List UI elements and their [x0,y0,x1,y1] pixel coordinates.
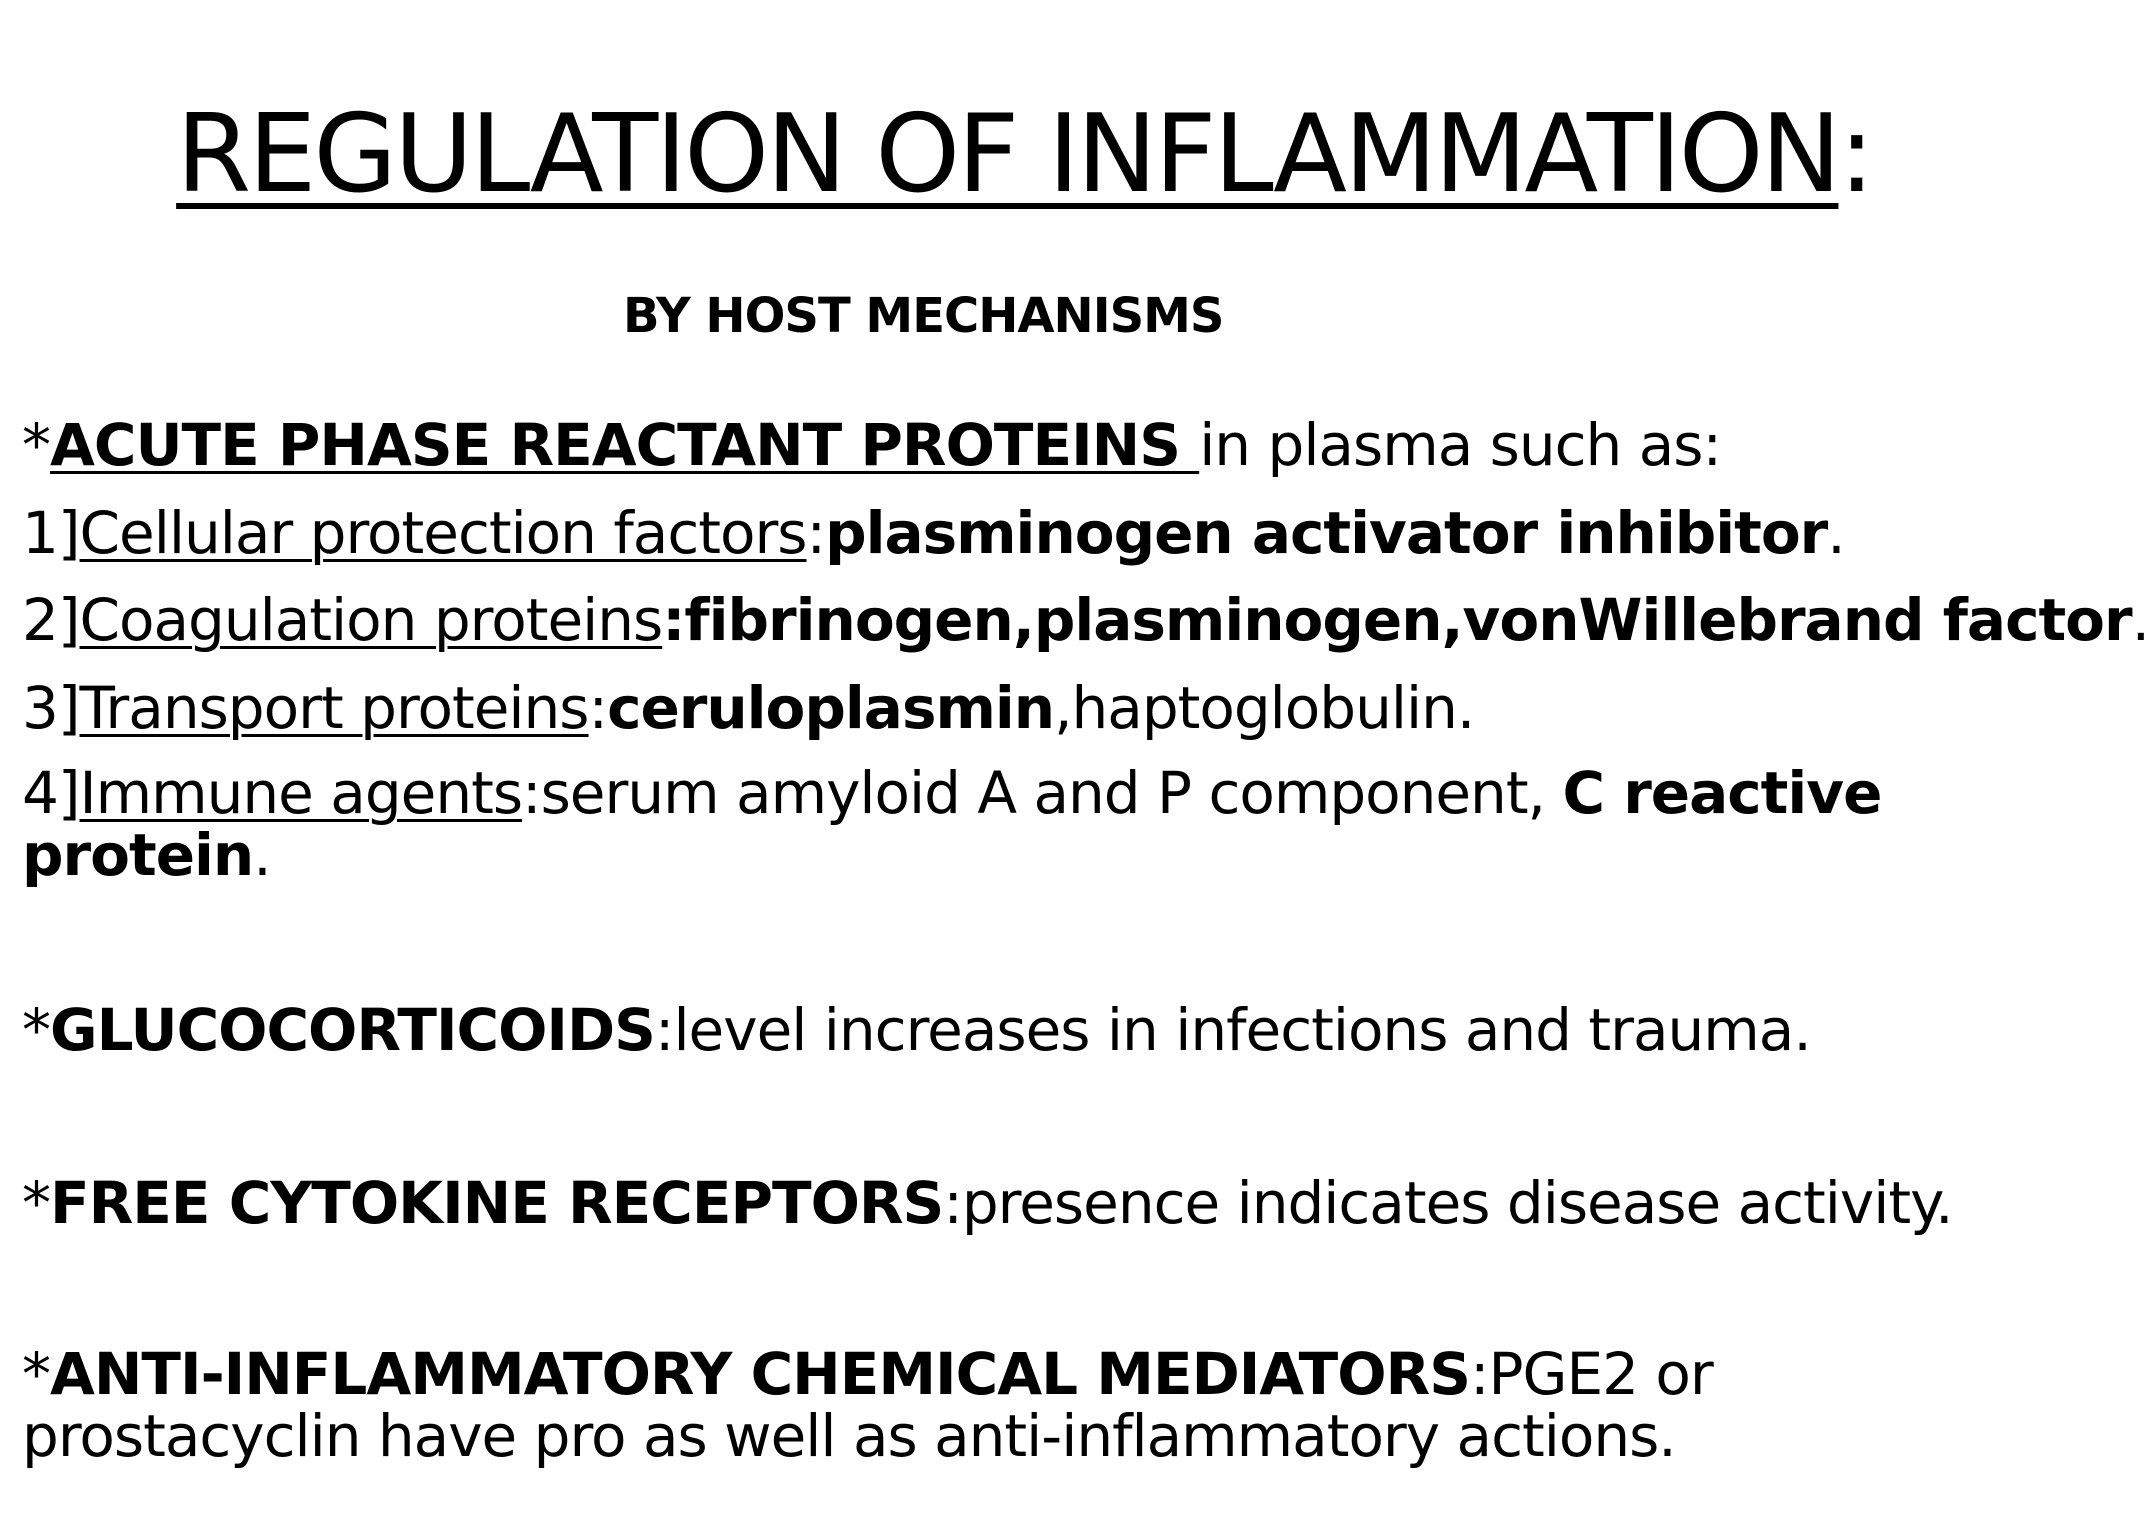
item-label: Coagulation proteins [79,586,663,654]
glucocorticoids-line [22,997,1811,1063]
anti-inflammatory-line [22,1340,2012,1470]
slide-title-colon: : [1838,92,1872,217]
item-separator: : [806,499,826,567]
anti-inflammatory-heading: ANTI-INFLAMMATORY CHEMICAL MEDIATORS [50,1340,1470,1408]
item-number: 4] [22,759,80,827]
bullet-star: * [22,1340,50,1408]
item-tail: . [2131,586,2149,654]
bullet-star: * [22,996,50,1064]
slide-subtitle: BY HOST MECHANISMS [623,288,1224,344]
acute-phase-item-3 [22,675,1474,741]
acute-phase-item-4 [22,759,2012,889]
cytokine-receptors-heading: FREE CYTOKINE RECEPTORS [50,1169,944,1237]
acute-phase-item-1 [22,500,1845,566]
bullet-star: * [22,411,50,479]
item-tail: ,haptoglobulin. [1054,674,1475,742]
glucocorticoids-heading: GLUCOCORTICOIDS [50,996,655,1064]
item-label: Transport proteins [79,674,589,742]
item-label: Cellular protection factors [79,499,807,567]
acute-phase-heading: ACUTE PHASE REACTANT PROTEINS [50,411,1200,479]
item-bold-text: plasminogen activator inhibitor [825,499,1828,567]
item-tail: . [1827,499,1845,567]
cytokine-receptors-line [22,1170,1953,1236]
acute-phase-item-2 [22,587,2149,653]
glucocorticoids-rest: :level increases in infections and trauma. [654,996,1811,1064]
item-bold-text: ceruloplasmin [607,674,1055,742]
item-bold-text: :fibrinogen,plasminogen,vonWillebrand factor [662,586,2132,654]
item-separator: : [588,674,608,742]
anti-inflammatory-rest: :PGE2 or prostacyclin have pro as well as anti-inflammatory actions. [22,1340,1713,1470]
cytokine-receptors-rest: :presence indicates disease activity. [943,1169,1953,1237]
slide-title-text: REGULATION OF INFLAMMATION [176,92,1839,217]
item-label: Immune agents [79,759,523,827]
slide-title [0,92,2048,217]
item-number: 3] [22,674,80,742]
item-number: 1] [22,499,80,567]
item-separator: :serum amyloid A and P component, [522,759,1563,827]
item-bold-text: C reactive protein [22,759,1882,889]
bullet-star: * [22,1169,50,1237]
item-number: 2] [22,586,80,654]
acute-phase-heading-line [22,412,1721,478]
item-tail: . [253,821,271,889]
acute-phase-rest: in plasma such as: [1199,411,1722,479]
